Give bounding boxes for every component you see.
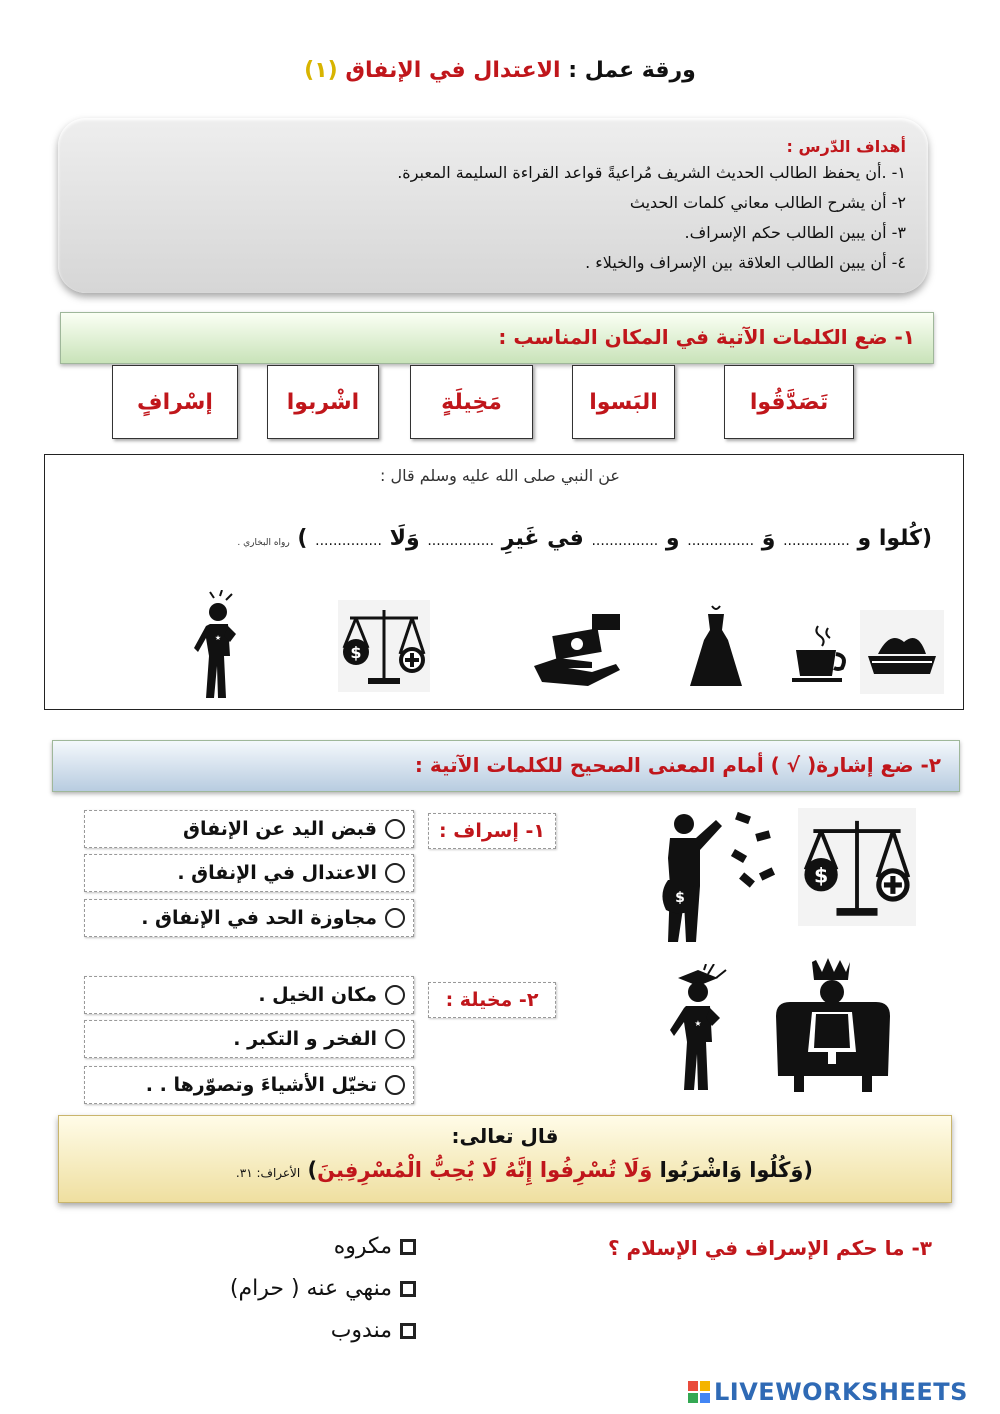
liveworksheets-logo (688, 1378, 968, 1406)
option-label: قبض اليد عن الإنفاق (182, 818, 377, 840)
word-box-3[interactable]: مَخِيلَةٍ (410, 365, 533, 439)
liveworksheets-logo-icon (688, 1381, 710, 1403)
sentence-word-fi-ghayr: في غَيرِ (501, 526, 584, 551)
svg-text:$: $ (813, 863, 829, 888)
blank-3[interactable]: ............... (591, 533, 659, 549)
blank-5[interactable]: ............... (315, 533, 382, 549)
blank-2[interactable]: ............... (687, 533, 755, 549)
q1-banner (60, 312, 934, 364)
objectives-panel (58, 118, 928, 293)
radio-icon[interactable] (385, 1029, 405, 1049)
hadith-sentence (237, 526, 932, 551)
dress-icon (688, 604, 744, 688)
q2-instruction: ٢- ضع إشارة( √ ) أمام المعنى الصحيح للكلمات الآتية : (414, 753, 941, 777)
option-label: منهي عنه ( حرام) (229, 1276, 392, 1301)
coffee-cup-icon (790, 624, 852, 684)
radio-icon[interactable] (385, 908, 405, 928)
makhila-option-2[interactable] (84, 1020, 414, 1058)
verse-text (236, 1158, 813, 1182)
radio-icon[interactable] (385, 985, 405, 1005)
option-label: تخيّل الأشياءَ وتصوّرها . . (145, 1074, 377, 1096)
svg-text:$: $ (350, 643, 362, 662)
hadith-narrator: رواه البخاري . (237, 538, 290, 548)
q3-option-2[interactable] (230, 1276, 416, 1301)
title-prefix: ورقة عمل : (568, 58, 696, 83)
q3-option-3[interactable] (331, 1318, 416, 1343)
word-box-1[interactable]: تَصَدَّقُوا (724, 365, 854, 439)
israf-option-2[interactable] (84, 854, 414, 892)
q1-instruction: ١- ضع الكلمات الآتية في المكان المناسب : (498, 325, 915, 349)
verse-highlight: وَلَا تُسْرِفُوا إِنَّهُ لَا يُحِبُّ الْمُسْرِفِينَ (317, 1158, 653, 1182)
word-box-4[interactable]: اشْربوا (267, 365, 379, 439)
proud-person-icon (188, 590, 248, 702)
svg-text:★: ★ (214, 634, 222, 642)
checkbox-icon[interactable] (400, 1281, 416, 1297)
giving-money-icon (532, 608, 624, 688)
verse-open: (وَكُلُوا وَاشْرَبُوا (659, 1158, 813, 1182)
radio-icon[interactable] (385, 819, 405, 839)
sentence-open: (كُلوا و (857, 526, 932, 551)
objective-item-3: ٣- أن يبين الطالب حكم الإسراف. (684, 223, 906, 242)
blank-4[interactable]: ............... (427, 533, 495, 549)
makhila-option-1[interactable] (84, 976, 414, 1014)
checkbox-icon[interactable] (400, 1239, 416, 1255)
q3-question: ٣- ما حكم الإسراف في الإسلام ؟ (607, 1236, 932, 1260)
q3-option-1[interactable] (334, 1234, 416, 1259)
option-label: الاعتدال في الإنفاق . (177, 862, 377, 884)
option-label: مندوب (330, 1318, 392, 1343)
objectives-heading: أهداف الدّرس : (786, 137, 906, 156)
israf-option-3[interactable] (84, 899, 414, 937)
option-label: مجاوزة الحد في الإنفاق . (141, 907, 377, 929)
term-israf: ١- إسراف : (428, 813, 556, 849)
worksheet-title (0, 58, 1000, 83)
word-box-2[interactable]: البَسوا (572, 365, 675, 439)
verse-panel (58, 1115, 952, 1203)
objective-item-2: ٢- أن يشرح الطالب معاني كلمات الحديث (629, 193, 906, 212)
q2-banner (52, 740, 960, 792)
objective-item-1: ١- .أن يحفظ الطالب الحديث الشريف مُراعيةً قواعد القراءة السليمة المعبرة. (397, 163, 906, 182)
balance-scale-icon (338, 600, 430, 692)
blank-1[interactable]: ............... (783, 533, 850, 549)
hadith-intro: عن النبي صلى الله عليه وسلم قال : (380, 466, 620, 485)
verse-close: ) (307, 1158, 318, 1182)
food-bowl-icon (860, 610, 944, 694)
option-label: مكروه (333, 1234, 392, 1259)
term-makhila: ٢- مخيلة : (428, 982, 556, 1018)
checkbox-icon[interactable] (400, 1323, 416, 1339)
sentence-word-w: و (665, 526, 680, 551)
svg-text:$: $ (675, 890, 685, 906)
word-box-5[interactable]: إسْرافٍ (112, 365, 238, 439)
verse-heading: قال تعالى: (451, 1124, 559, 1148)
sentence-word-wa: وَ (761, 526, 776, 551)
option-label: الفخر و التكبر . (233, 1028, 377, 1050)
king-throne-icon (772, 956, 894, 1100)
brand-name: LIVEWORKSHEETS (714, 1378, 968, 1406)
title-topic: الاعتدال في الإنفاق (345, 58, 561, 83)
makhila-option-3[interactable] (84, 1066, 414, 1104)
objective-item-4: ٤- أن يبين الطالب العلاقة بين الإسراف والخيلاء . (585, 253, 906, 272)
sentence-close: ) (297, 526, 308, 551)
graduate-proud-icon (664, 964, 734, 1094)
option-label: مكان الخيل . (258, 984, 377, 1006)
money-waster-icon (656, 810, 786, 946)
radio-icon[interactable] (385, 1075, 405, 1095)
radio-icon[interactable] (385, 863, 405, 883)
svg-text:★: ★ (694, 1019, 702, 1028)
sentence-word-wala: وَلَا (389, 526, 420, 551)
balance-scale-icon-2 (798, 808, 916, 926)
title-number: (١) (304, 58, 338, 83)
verse-reference: الأعراف: ٣١. (235, 1166, 301, 1180)
israf-option-1[interactable] (84, 810, 414, 848)
